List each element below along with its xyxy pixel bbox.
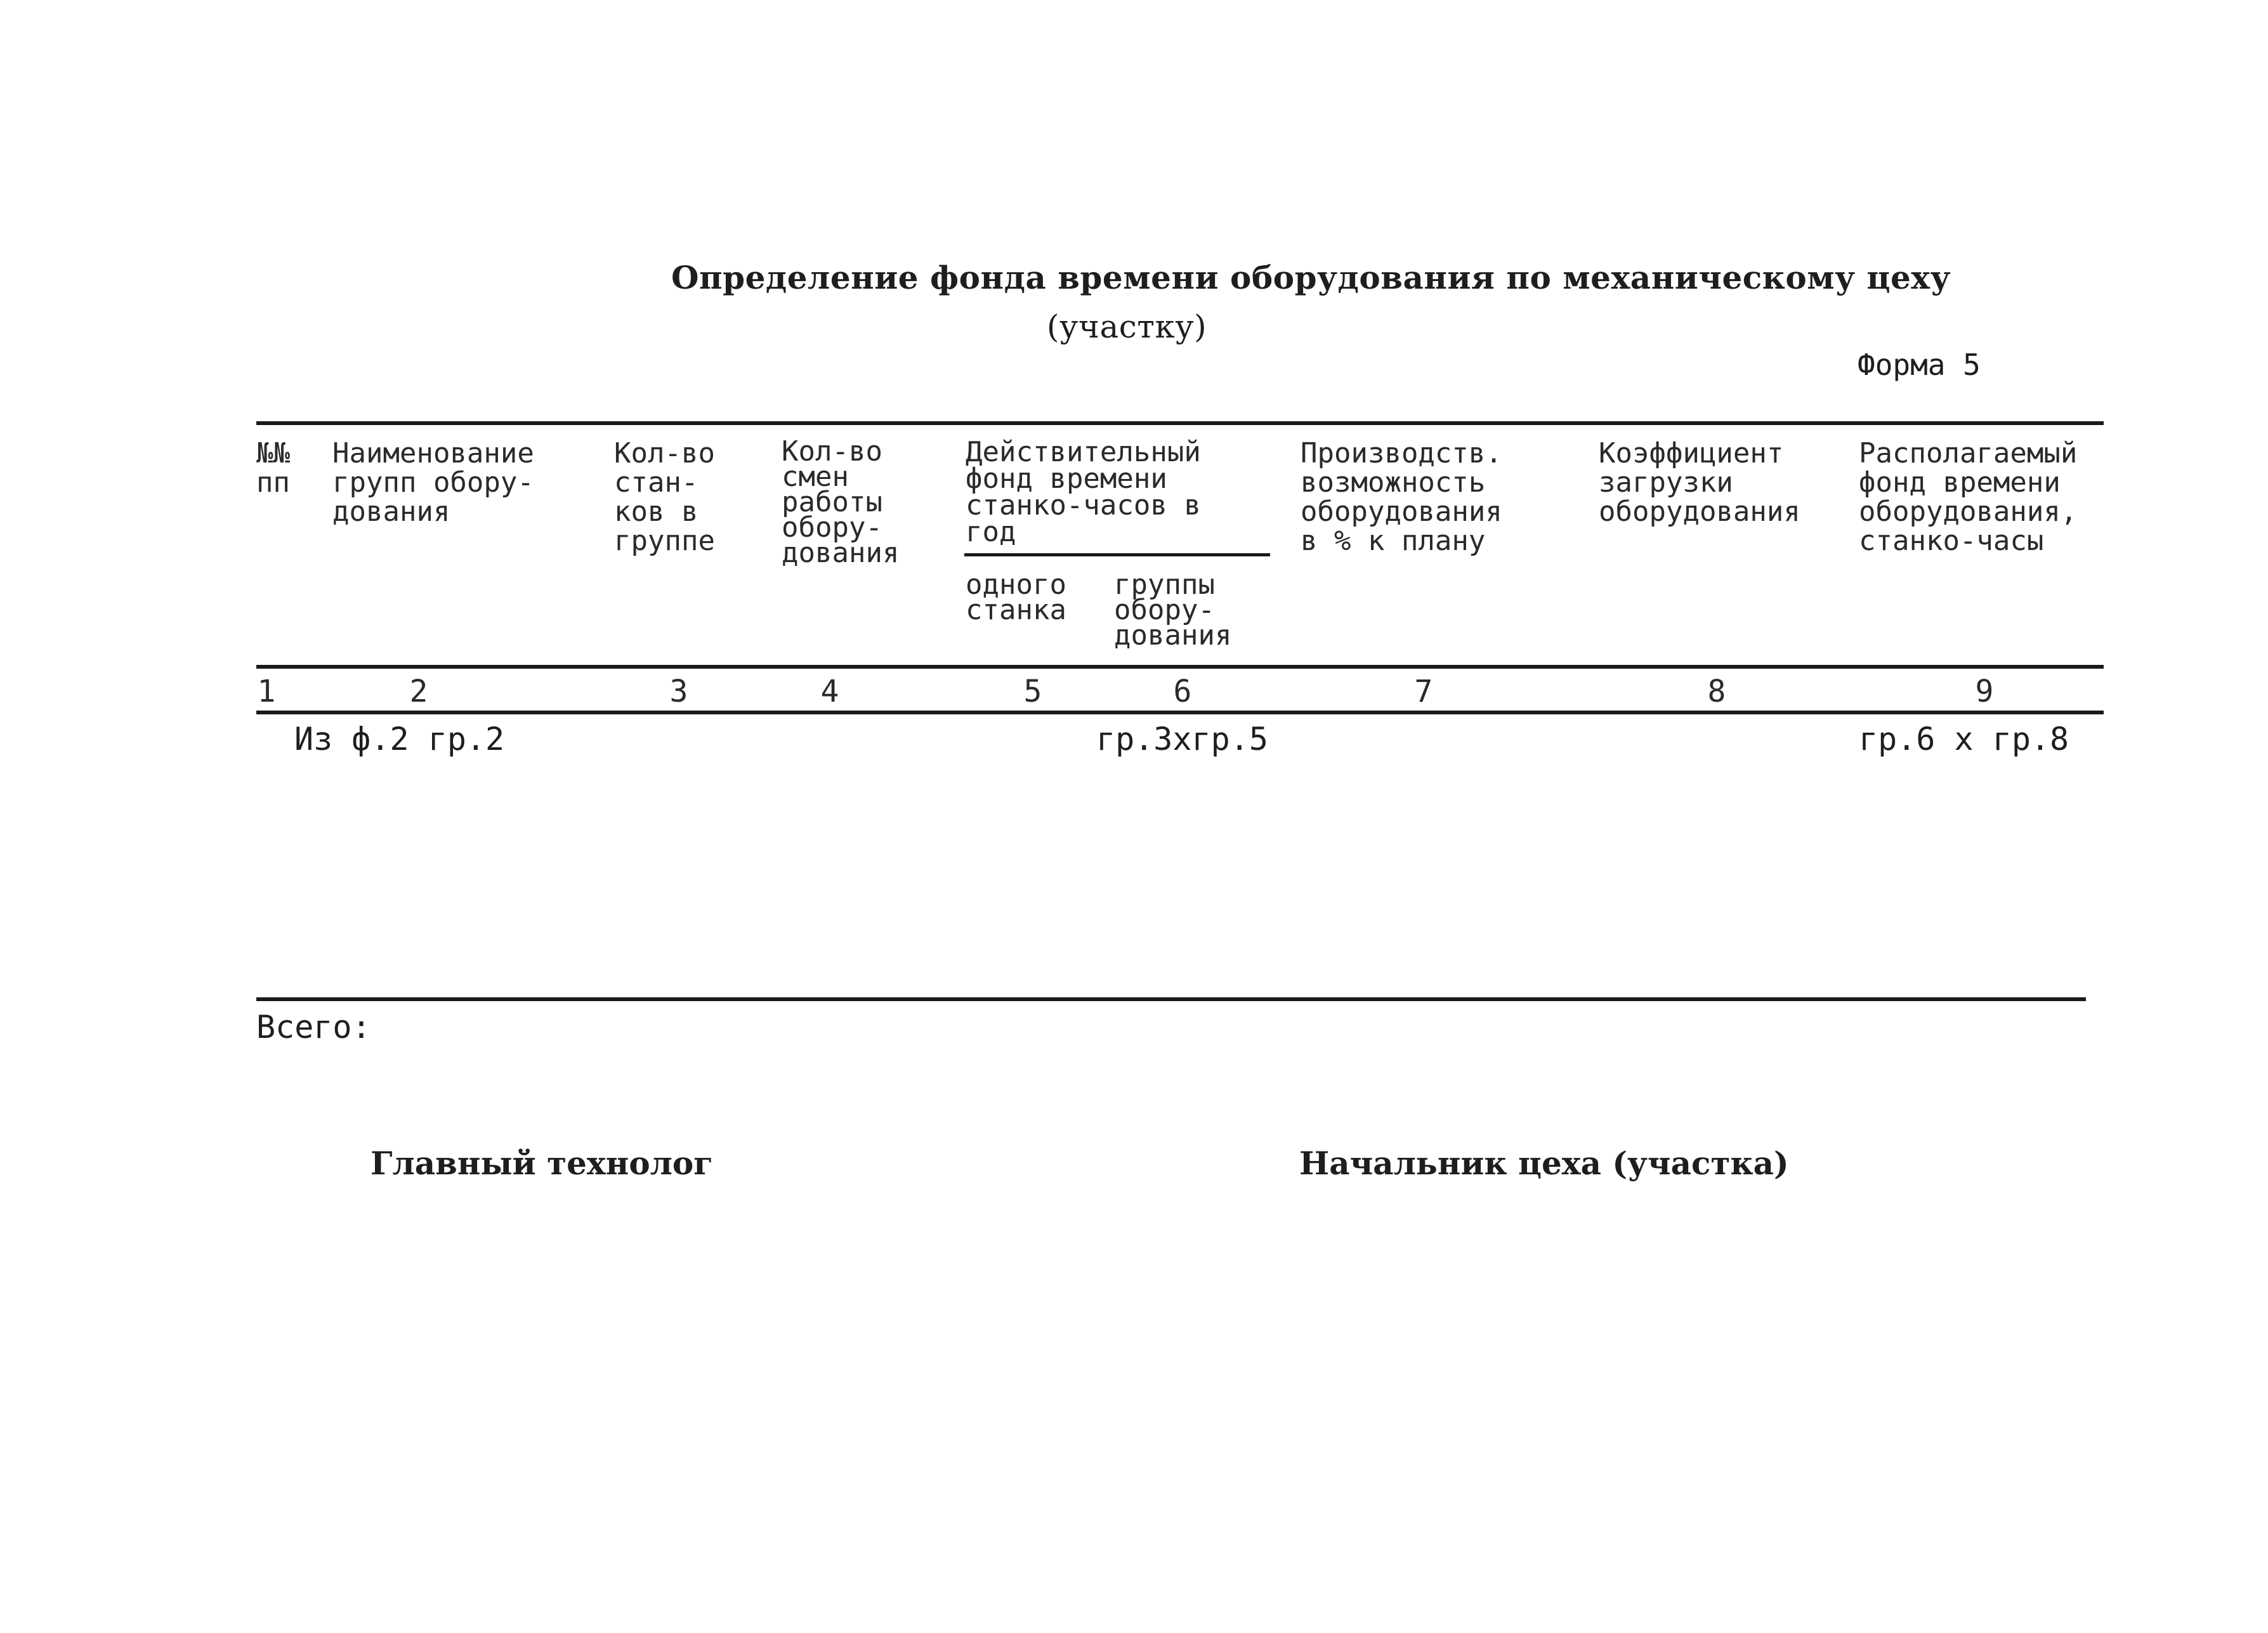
formula-col-2: Из ф.2 гр.2 (294, 721, 505, 757)
header-col-3: Кол-во стан- ков в группе (614, 437, 715, 557)
col-number-3: 3 (669, 674, 688, 709)
table-header-bottom-rule (256, 665, 2104, 669)
formula-col-9: гр.6 х гр.8 (1859, 721, 2069, 757)
col-number-4: 4 (820, 674, 839, 709)
document-title: Определение фонда времени оборудования по механическому цеху (671, 259, 1951, 296)
header-col-5: одного станка (966, 568, 1066, 626)
col-number-2: 2 (409, 674, 428, 709)
header-col-9: Располагаемый фонд времени оборудования, станко-часы (1859, 437, 2078, 557)
group-header-divider (964, 553, 1270, 556)
col-number-7: 7 (1414, 674, 1433, 709)
header-group-fund: Действительный фонд времени станко-часов в год (966, 436, 1201, 548)
table-top-rule (256, 421, 2104, 425)
form-number: Форма 5 (1858, 348, 1981, 382)
formula-col-6: гр.3хгр.5 (1096, 721, 1268, 757)
header-col-1: №№ пп (256, 437, 290, 499)
col-number-5: 5 (1023, 674, 1042, 709)
col-number-9: 9 (1975, 674, 1994, 709)
table-total-rule (256, 997, 2086, 1001)
header-col-8: Коэффициент загрузки оборудования (1599, 437, 1800, 528)
col-number-6: 6 (1173, 674, 1192, 709)
signature-chief-technologist: Главный технолог (370, 1144, 713, 1182)
header-col-4: Кол-во смен работы обору- дования (782, 435, 900, 569)
signature-shop-head: Начальник цеха (участка) (1299, 1144, 1789, 1182)
total-label: Всего: (256, 1009, 371, 1046)
header-col-6: группы обору- дования (1114, 568, 1232, 652)
header-col-7: Производств. возможность оборудования в % к плану (1301, 437, 1502, 557)
document-subtitle: (участку) (1047, 308, 1207, 345)
col-number-8: 8 (1707, 674, 1726, 709)
header-col-2: Наименование групп обору- дования (332, 437, 534, 528)
col-number-1: 1 (257, 674, 276, 709)
table-numbers-bottom-rule (256, 711, 2104, 714)
